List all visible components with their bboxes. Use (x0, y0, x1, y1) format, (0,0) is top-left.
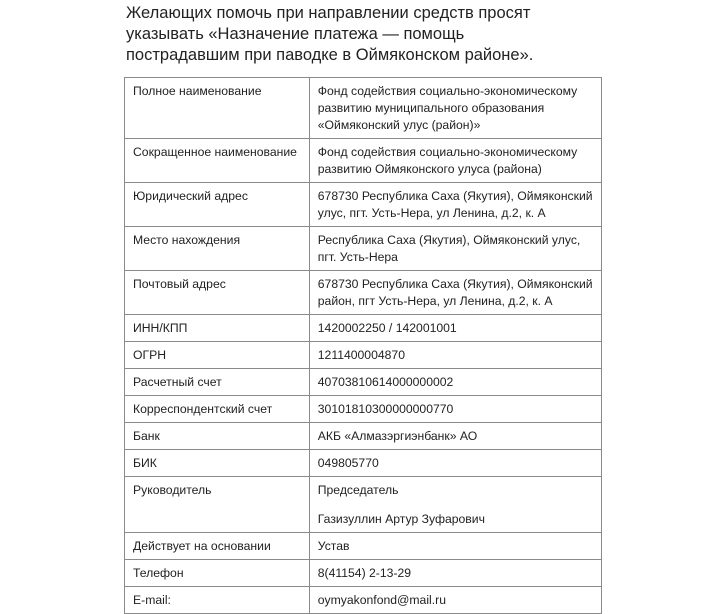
row-label: Место нахождения (125, 227, 310, 271)
table-row (125, 315, 602, 342)
row-value: Фонд содействия социально-экономическому развитию муниципального образования «Оймяконский улус (район)» (309, 78, 601, 139)
table-row (125, 369, 602, 396)
table-row (125, 271, 602, 315)
table-row (125, 450, 602, 477)
row-value-cell (309, 477, 601, 533)
row-value: Республика Саха (Якутия), Оймяконский улус, пгт. Усть-Нера (309, 227, 601, 271)
row-value: oymyakonfond@mail.ru (309, 587, 601, 614)
row-label: Действует на основании (125, 533, 310, 560)
table-row (125, 227, 602, 271)
row-value: Фонд содействия социально-экономическому развитию Оймяконского улуса (района) (309, 139, 601, 183)
row-value: 049805770 (309, 450, 601, 477)
row-label: Расчетный счет (125, 369, 310, 396)
table-row (125, 423, 602, 450)
row-label: Телефон (125, 560, 310, 587)
director-title: Председатель (317, 483, 399, 497)
table-row (125, 560, 602, 587)
row-label: Сокращенное наименование (125, 139, 310, 183)
table-row (125, 139, 602, 183)
table-row (125, 183, 602, 227)
row-label: БИК (125, 450, 310, 477)
table-row (125, 78, 602, 139)
table-row (125, 477, 602, 533)
table-row (125, 587, 602, 614)
director-name: Газизуллин Артур Зуфарович (317, 512, 485, 526)
row-label: E-mail: (125, 587, 310, 614)
intro-paragraph (126, 3, 566, 66)
row-value: 678730 Республика Саха (Якутия), Оймяконский район, пгт Усть-Нера, ул Ленина, д.2, к. А (309, 271, 601, 315)
row-label: Руководитель (125, 477, 310, 533)
row-label: ОГРН (125, 342, 310, 369)
row-value: 1420002250 / 142001001 (309, 315, 601, 342)
row-value: 8(41154) 2-13-29 (309, 560, 601, 587)
row-label: Полное наименование (125, 78, 310, 139)
table-row (125, 533, 602, 560)
row-value: 678730 Республика Саха (Якутия), Оймяконский улус, пгт. Усть-Нера, ул Ленина, д.2, к. А (309, 183, 601, 227)
row-value: 40703810614000000002 (309, 369, 601, 396)
row-label: Почтовый адрес (125, 271, 310, 315)
row-value: 30101810300000000770 (309, 396, 601, 423)
row-value: Устав (309, 533, 601, 560)
row-label: Корреспондентский счет (125, 396, 310, 423)
table-row (125, 342, 602, 369)
row-label: ИНН/КПП (125, 315, 310, 342)
requisites-table (124, 77, 602, 614)
row-label: Банк (125, 423, 310, 450)
row-label: Юридический адрес (125, 183, 310, 227)
intro-text: Желающих помочь при направлении средств просят указывать «Назначение платежа — помощь пострадавшим при паводке в Оймяконском районе». (126, 4, 534, 64)
table-row (125, 396, 602, 423)
row-value: 1211400004870 (309, 342, 601, 369)
row-value: АКБ «Алмазэргиэнбанк» АО (309, 423, 601, 450)
